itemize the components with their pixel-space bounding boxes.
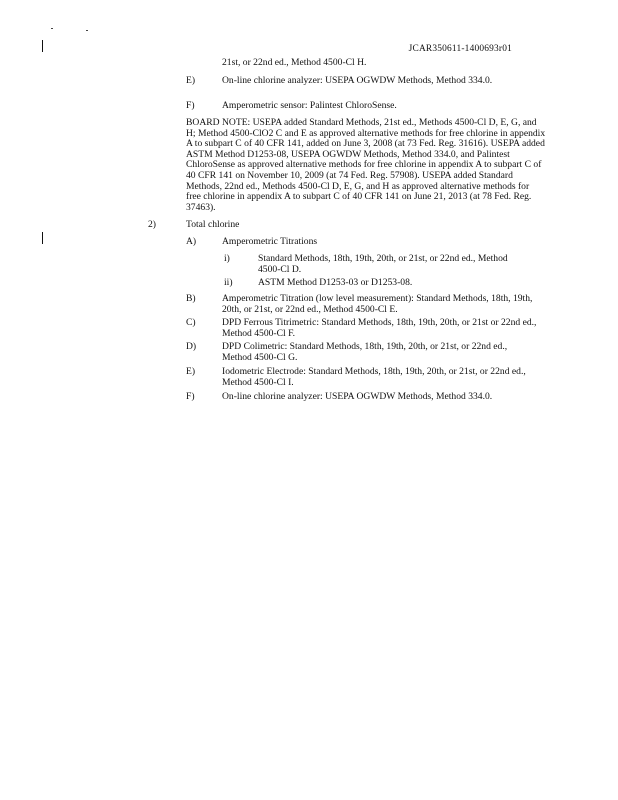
- item-label: B): [186, 293, 196, 304]
- subitem-text: Standard Methods, 18th, 19th, 20th, or 21st, or 22nd ed., Method 4500-Cl D.: [258, 253, 508, 275]
- subitem-label: i): [224, 253, 230, 264]
- item-text: DPD Colimetric: Standard Methods, 18th, 19th, 20th, or 21st, or 22nd ed., Method 4500-Cl G.: [222, 341, 508, 363]
- item-text: DPD Ferrous Titrimetric: Standard Methods, 18th, 19th, 20th, or 21st or 22nd ed., Method 4500-Cl F.: [222, 317, 537, 339]
- item-text: Amperometric sensor: Palintest ChloroSense.: [222, 100, 397, 111]
- scan-speck: [51, 28, 53, 29]
- item-label: A): [186, 236, 197, 247]
- scan-speck: [86, 30, 88, 31]
- item-label: C): [186, 317, 196, 328]
- change-bar-middle: [42, 232, 43, 244]
- section-title: Total chlorine: [186, 219, 240, 230]
- item-text: Amperometric Titration (low level measurement): Standard Methods, 18th, 19th, 20th, or 21st, or 22nd ed., Method 4500-Cl E.: [222, 293, 533, 315]
- section-label: 2): [148, 219, 156, 230]
- change-bar-top: [42, 40, 43, 52]
- item-label: E): [186, 75, 196, 86]
- item-text: Amperometric Titrations: [222, 236, 318, 247]
- item-text: Iodometric Electrode: Standard Methods, 18th, 19th, 20th, or 21st, or 22nd ed., Method 4500-Cl I.: [222, 366, 526, 388]
- subitem-text: ASTM Method D1253-03 or D1253-08.: [258, 277, 413, 288]
- item-label: D): [186, 341, 197, 352]
- document-id-header: JCAR350611-1400693r01: [408, 44, 512, 54]
- continuation-line: 21st, or 22nd ed., Method 4500-Cl H.: [222, 57, 367, 68]
- board-note: [186, 118, 546, 213]
- item-text: On-line chlorine analyzer: USEPA OGWDW Methods, Method 334.0.: [222, 391, 493, 402]
- board-note-text: BOARD NOTE: USEPA added Standard Methods, 21st ed., Methods 4500-Cl D, E, G, and H; Method 4500-ClO2 C and E as approved alternative methods for free chlorine in appendix A to subpart C of 40 CFR 141, added on June 3, 2008 (at 73 Fed. Reg. 31616). USEPA added ASTM Method D1253-08, USEPA OGWDW Methods, Method 334.0, and Palintest ChloroSense as approved alternative methods for free chlorine in appendix A to subpart C of 40 CFR 141 on November 10, 2009 (at 74 Fed. Reg. 57908). USEPA added Standard Methods, 22nd ed., Methods 4500-Cl D, E, G, and H as approved alternative methods for free chlorine in appendix A to subpart C of 40 CFR 141 on June 21, 2013 (at 78 Fed. Reg. 37463).: [186, 117, 546, 213]
- item-label: E): [186, 366, 196, 377]
- item-label: F): [186, 391, 195, 402]
- item-label: F): [186, 100, 195, 111]
- item-text: On-line chlorine analyzer: USEPA OGWDW Methods, Method 334.0.: [222, 75, 493, 86]
- subitem-label: ii): [224, 277, 233, 288]
